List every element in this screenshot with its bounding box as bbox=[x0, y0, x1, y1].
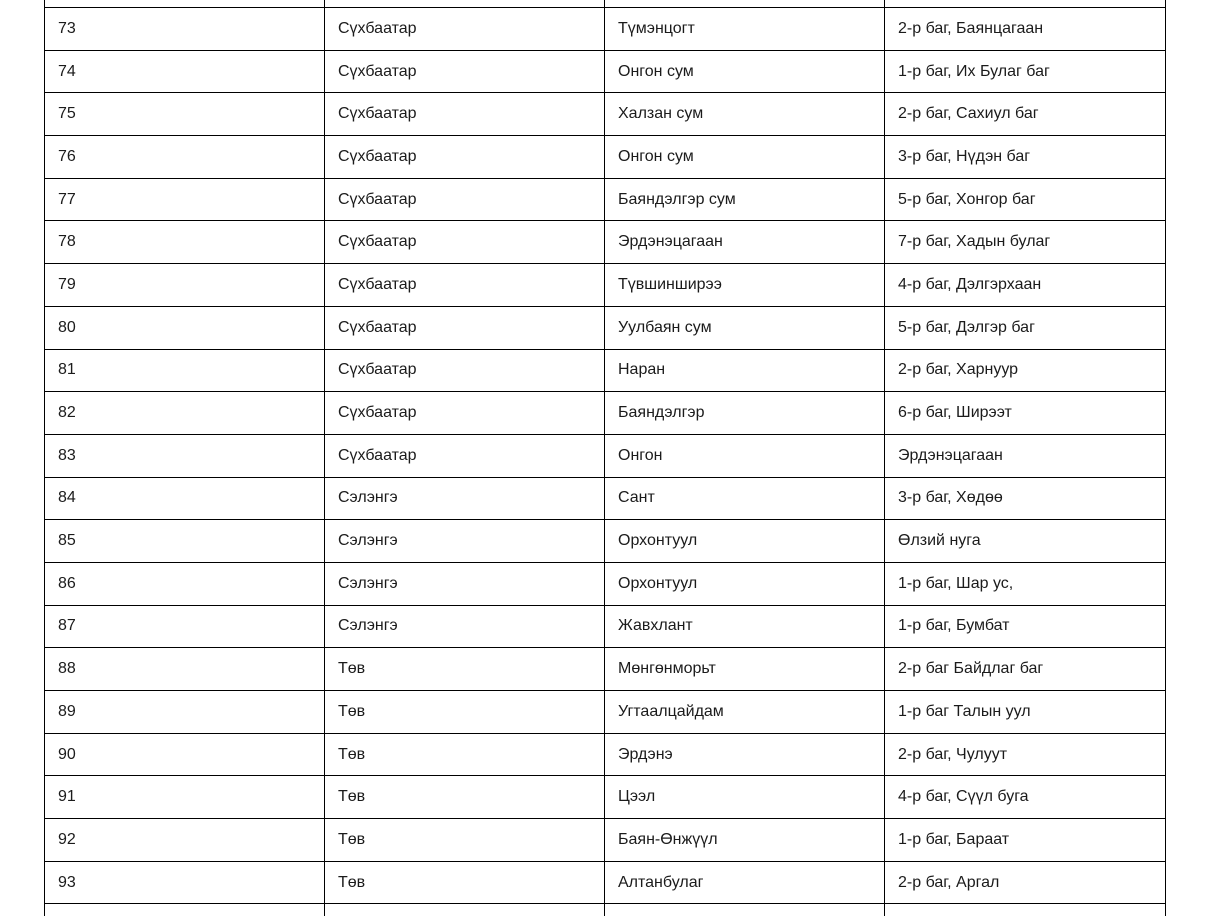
partial-cell bbox=[325, 904, 605, 916]
table-row bbox=[45, 520, 1166, 563]
table-row bbox=[45, 648, 1166, 691]
table-row bbox=[45, 776, 1166, 819]
cell-soum: Наран bbox=[605, 349, 885, 392]
cell-bag: Эрдэнэцагаан bbox=[885, 434, 1166, 477]
partial-cell bbox=[605, 904, 885, 916]
cell-soum: Түвшинширээ bbox=[605, 264, 885, 307]
cell-soum: Алтанбулаг bbox=[605, 861, 885, 904]
table-row bbox=[45, 861, 1166, 904]
cell-number: 90 bbox=[45, 733, 325, 776]
cell-bag: Өлзий нуга bbox=[885, 520, 1166, 563]
cell-soum: Эрдэнэ bbox=[605, 733, 885, 776]
table-row bbox=[45, 264, 1166, 307]
table-row bbox=[45, 733, 1166, 776]
cell-province: Сүхбаатар bbox=[325, 434, 605, 477]
cell-province: Төв bbox=[325, 648, 605, 691]
partial-row-bottom bbox=[45, 904, 1166, 916]
cell-number: 79 bbox=[45, 264, 325, 307]
cell-number: 78 bbox=[45, 221, 325, 264]
cell-bag: 1-р баг, Бараат bbox=[885, 819, 1166, 862]
cell-number: 74 bbox=[45, 50, 325, 93]
cell-soum: Баяндэлгэр сум bbox=[605, 178, 885, 221]
cell-bag: 2-р баг Байдлаг баг bbox=[885, 648, 1166, 691]
cell-number: 91 bbox=[45, 776, 325, 819]
partial-cell bbox=[45, 0, 325, 8]
cell-province: Сүхбаатар bbox=[325, 264, 605, 307]
cell-province: Төв bbox=[325, 691, 605, 734]
cell-number: 93 bbox=[45, 861, 325, 904]
admin-units-table bbox=[44, 0, 1166, 916]
cell-number: 92 bbox=[45, 819, 325, 862]
cell-soum: Түмэнцогт bbox=[605, 8, 885, 51]
table-body bbox=[45, 0, 1166, 916]
table-row bbox=[45, 605, 1166, 648]
cell-province: Сүхбаатар bbox=[325, 93, 605, 136]
cell-province: Сэлэнгэ bbox=[325, 520, 605, 563]
cell-province: Сүхбаатар bbox=[325, 178, 605, 221]
cell-number: 88 bbox=[45, 648, 325, 691]
partial-row-top bbox=[45, 0, 1166, 8]
cell-soum: Орхонтуул bbox=[605, 520, 885, 563]
cell-soum: Уулбаян сум bbox=[605, 306, 885, 349]
table-row bbox=[45, 178, 1166, 221]
table-row bbox=[45, 392, 1166, 435]
cell-number: 87 bbox=[45, 605, 325, 648]
cell-province: Сүхбаатар bbox=[325, 392, 605, 435]
cell-number: 82 bbox=[45, 392, 325, 435]
table-row bbox=[45, 93, 1166, 136]
cell-soum: Онгон сум bbox=[605, 136, 885, 179]
cell-number: 89 bbox=[45, 691, 325, 734]
table-row bbox=[45, 306, 1166, 349]
partial-cell bbox=[885, 904, 1166, 916]
cell-soum: Орхонтуул bbox=[605, 562, 885, 605]
cell-bag: 4-р баг, Сүүл буга bbox=[885, 776, 1166, 819]
cell-number: 83 bbox=[45, 434, 325, 477]
cell-number: 80 bbox=[45, 306, 325, 349]
cell-province: Сүхбаатар bbox=[325, 50, 605, 93]
table-row bbox=[45, 349, 1166, 392]
cell-bag: 2-р баг, Баянцагаан bbox=[885, 8, 1166, 51]
table-row bbox=[45, 221, 1166, 264]
cell-province: Сэлэнгэ bbox=[325, 477, 605, 520]
cell-province: Төв bbox=[325, 776, 605, 819]
cell-bag: 1-р баг Талын уул bbox=[885, 691, 1166, 734]
cell-bag: 2-р баг, Сахиул баг bbox=[885, 93, 1166, 136]
cell-soum: Цээл bbox=[605, 776, 885, 819]
cell-province: Сүхбаатар bbox=[325, 8, 605, 51]
cell-province: Сүхбаатар bbox=[325, 221, 605, 264]
table-row bbox=[45, 8, 1166, 51]
cell-bag: 1-р баг, Бумбат bbox=[885, 605, 1166, 648]
table-row bbox=[45, 50, 1166, 93]
cell-province: Сүхбаатар bbox=[325, 349, 605, 392]
cell-bag: 3-р баг, Нүдэн баг bbox=[885, 136, 1166, 179]
cell-bag: 2-р баг, Чулуут bbox=[885, 733, 1166, 776]
cell-number: 73 bbox=[45, 8, 325, 51]
cell-bag: 7-р баг, Хадын булаг bbox=[885, 221, 1166, 264]
cell-number: 86 bbox=[45, 562, 325, 605]
table-row bbox=[45, 136, 1166, 179]
cell-bag: 2-р баг, Аргал bbox=[885, 861, 1166, 904]
cell-soum: Халзан сум bbox=[605, 93, 885, 136]
cell-bag: 6-р баг, Ширээт bbox=[885, 392, 1166, 435]
cell-soum: Эрдэнэцагаан bbox=[605, 221, 885, 264]
cell-bag: 5-р баг, Хонгор баг bbox=[885, 178, 1166, 221]
cell-province: Төв bbox=[325, 861, 605, 904]
cell-number: 81 bbox=[45, 349, 325, 392]
table-row bbox=[45, 819, 1166, 862]
cell-number: 85 bbox=[45, 520, 325, 563]
cell-soum: Угтаалцайдам bbox=[605, 691, 885, 734]
partial-cell bbox=[885, 0, 1166, 8]
cell-province: Сүхбаатар bbox=[325, 306, 605, 349]
cell-bag: 2-р баг, Харнуур bbox=[885, 349, 1166, 392]
cell-province: Төв bbox=[325, 733, 605, 776]
cell-number: 76 bbox=[45, 136, 325, 179]
cell-province: Сүхбаатар bbox=[325, 136, 605, 179]
partial-cell bbox=[605, 0, 885, 8]
cell-soum: Мөнгөнморьт bbox=[605, 648, 885, 691]
cell-province: Сэлэнгэ bbox=[325, 562, 605, 605]
table-row bbox=[45, 691, 1166, 734]
table-row bbox=[45, 562, 1166, 605]
table-row bbox=[45, 434, 1166, 477]
cell-soum: Сант bbox=[605, 477, 885, 520]
cell-province: Сэлэнгэ bbox=[325, 605, 605, 648]
cell-soum: Жавхлант bbox=[605, 605, 885, 648]
cell-bag: 3-р баг, Хөдөө bbox=[885, 477, 1166, 520]
cell-number: 77 bbox=[45, 178, 325, 221]
cell-bag: 5-р баг, Дэлгэр баг bbox=[885, 306, 1166, 349]
cell-bag: 4-р баг, Дэлгэрхаан bbox=[885, 264, 1166, 307]
table-row bbox=[45, 477, 1166, 520]
cell-soum: Баян-Өнжүүл bbox=[605, 819, 885, 862]
partial-cell bbox=[45, 904, 325, 916]
cell-number: 84 bbox=[45, 477, 325, 520]
cell-province: Төв bbox=[325, 819, 605, 862]
cell-soum: Онгон сум bbox=[605, 50, 885, 93]
cell-soum: Баяндэлгэр bbox=[605, 392, 885, 435]
partial-cell bbox=[325, 0, 605, 8]
cell-bag: 1-р баг, Их Булаг баг bbox=[885, 50, 1166, 93]
cell-bag: 1-р баг, Шар ус, bbox=[885, 562, 1166, 605]
cell-number: 75 bbox=[45, 93, 325, 136]
cell-soum: Онгон bbox=[605, 434, 885, 477]
